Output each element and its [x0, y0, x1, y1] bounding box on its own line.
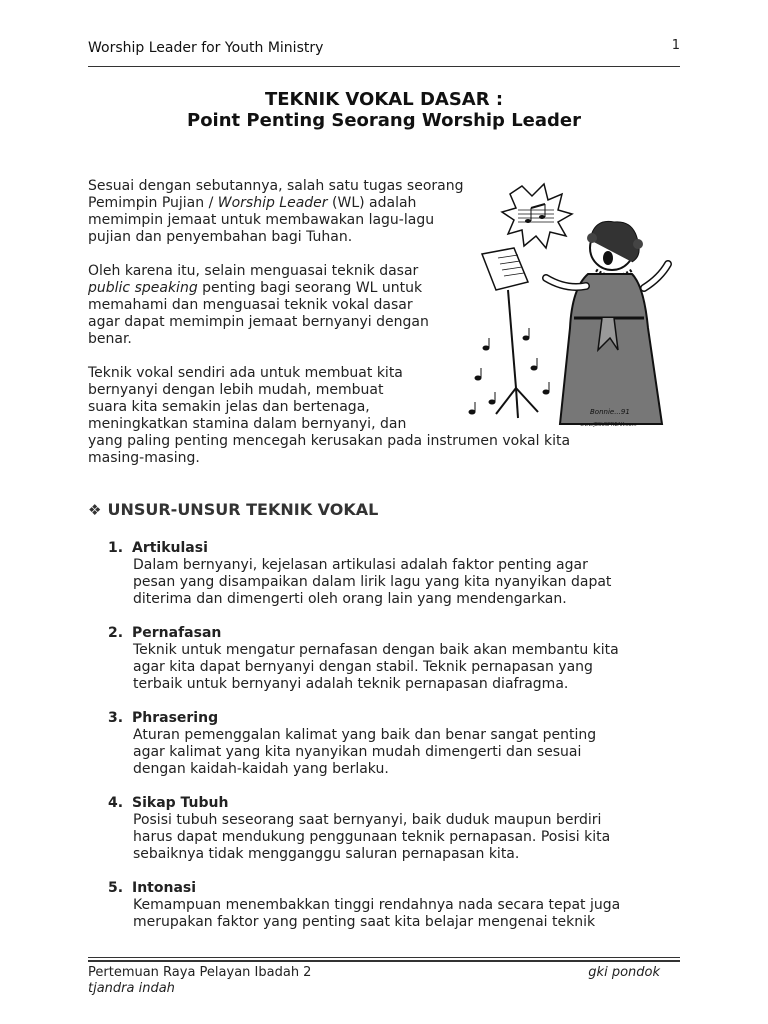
diamond-bullet-icon: ❖: [88, 501, 102, 519]
list-item-title: 4. Sikap Tubuh: [108, 795, 229, 811]
list-item-body: Kemampuan menembakkan tinggi rendahnya nada secara tepat juga merupakan faktor yang penting saat kita belajar mengenai teknik: [133, 897, 621, 930]
singer-illustration: [462, 178, 678, 430]
list-item-title: 1. Artikulasi: [108, 540, 208, 556]
illustration-signature: Bonnie...91: [590, 408, 630, 416]
page-number: 1: [671, 38, 680, 53]
intro-paragraph-3: Teknik vokal sendiri ada untuk membuat kita bernyanyi dengan lebih mudah, membuat suara kita semakin jelas dan bertenaga, meningkatkan stamina dalam bernyanyi, dan yang paling penting mencegah kerusakan pada instrumen vokal kita masing-masing.: [88, 365, 571, 466]
list-item-body: Teknik untuk mengatur pernafasan dengan baik akan membantu kita agar kita dapat bernyanyi dengan stabil. Teknik pernapasan yang terbaik untuk bernyanyi adalah teknik pernapasan diafragma.: [133, 642, 619, 692]
list-item-title: 3. Phrasering: [108, 710, 219, 726]
running-header-title: Worship Leader for Youth Ministry: [88, 40, 324, 56]
list-item-body: Posisi tubuh seseorang saat bernyanyi, baik duduk maupun berdiri harus dapat mendukung penggunaan teknik pernapasan. Posisi kita sebaiknya tidak mengganggu saluran pernapasan kita.: [133, 812, 611, 862]
footer-event: Pertemuan Raya Pelayan Ibadah 2: [88, 965, 312, 980]
list-item-title: 2. Pernafasan: [108, 625, 222, 641]
document-title: TEKNIK VOKAL DASAR :: [264, 89, 504, 110]
intro-paragraph-2: Oleh karena itu, selain menguasai teknik dasar public speaking penting bagi seorang WL untuk memahami dan menguasai teknik vokal dasar agar dapat memimpin jemaat bernyanyi dengan benar.: [88, 263, 429, 347]
footer-divider: [88, 957, 680, 958]
list-item-body: Dalam bernyanyi, kejelasan artikulasi adalah faktor penting agar pesan yang disampaikan dalam lirik lagu yang kita nyanyikan dapat diterima dan dimengerti oleh orang lain yang mendengarkan.: [133, 557, 612, 607]
document-subtitle: Point Penting Seorang Worship Leader: [187, 110, 581, 131]
section-heading: ❖ UNSUR-UNSUR TEKNIK VOKAL: [88, 500, 379, 519]
illustration-url: www.JESUSFREAK.com: [580, 422, 637, 428]
footer-location: tjandra indah: [88, 981, 175, 996]
footer-church: gki pondok: [588, 965, 660, 980]
list-item-title: 5. Intonasi: [108, 880, 197, 896]
footer-divider-thick: [88, 960, 680, 962]
list-item-body: Aturan pemenggalan kalimat yang baik dan benar sangat penting agar kalimat yang kita nyanyikan mudah dimengerti dan sesuai dengan kaidah-kaidah yang berlaku.: [133, 727, 597, 777]
intro-paragraph-1: Sesuai dengan sebutannya, salah satu tugas seorang Pemimpin Pujian / Worship Leader (WL) adalah memimpin jemaat untuk membawakan lagu-lagu pujian dan penyembahan bagi Tuhan.: [88, 178, 464, 245]
header-divider: [88, 66, 680, 67]
